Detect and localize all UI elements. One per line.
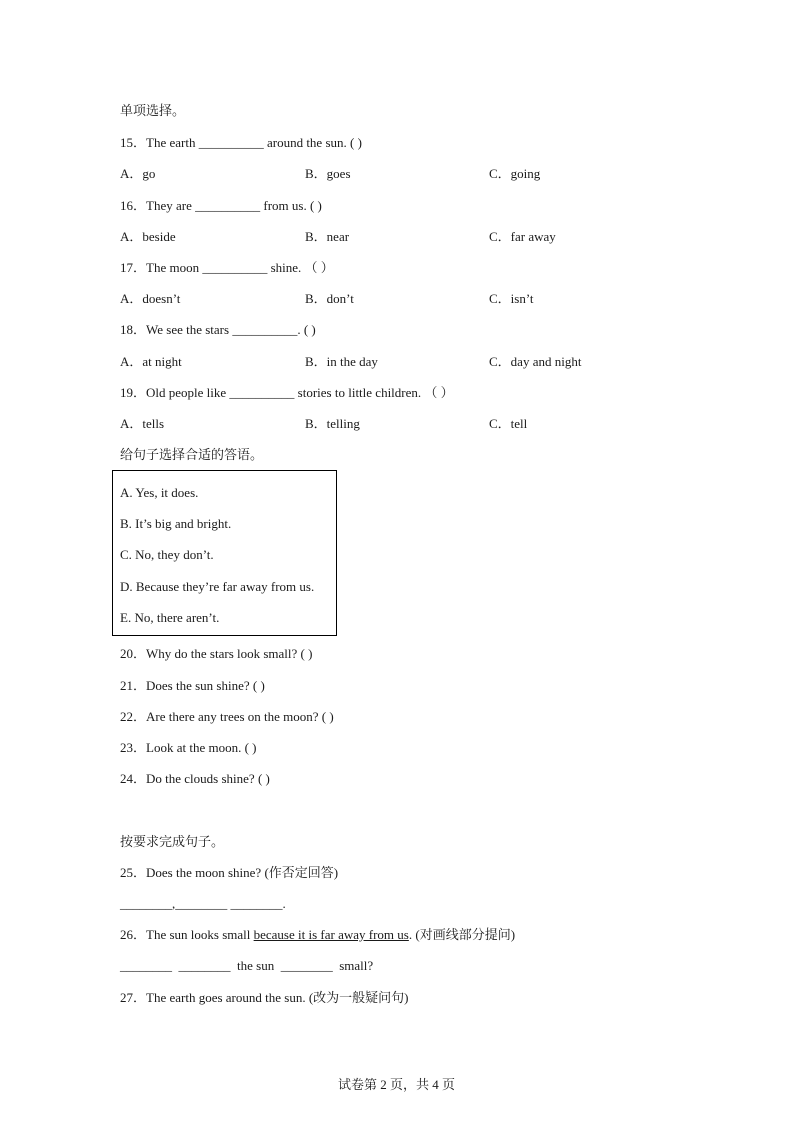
question-18 [120, 322, 316, 338]
option-a[interactable]: A．go [120, 166, 156, 181]
question-number: 15． [120, 135, 147, 150]
question-25 [120, 865, 338, 881]
page-footer: 试卷第 2 页，共 4 页 [337, 1077, 455, 1092]
question-24 [120, 771, 270, 787]
question-number: 25． [120, 865, 147, 880]
question-number: 27． [120, 990, 147, 1005]
question-17 [120, 260, 334, 276]
option-b[interactable]: B．don’t [305, 291, 354, 306]
answer-choice-a: A. Yes, it does. [120, 485, 199, 500]
question-23 [120, 740, 257, 756]
answer-choice-c: C. No, they don’t. [120, 547, 214, 562]
question-text: Does the moon shine? (作否定回答) [146, 865, 339, 880]
question-22 [120, 709, 334, 725]
question-text: The earth goes around the sun. (改为一般疑问句) [146, 990, 409, 1005]
section-header-match: 给句子选择合适的答语。 [120, 447, 264, 462]
question-text-after: . (对画线部分提问) [408, 927, 516, 942]
answer-choice-e: E. No, there aren’t. [120, 610, 220, 625]
question-19 [120, 385, 454, 401]
answer-blank[interactable]: __________ [229, 385, 295, 400]
option-a[interactable]: A．doesn’t [120, 291, 181, 306]
question-text-after: from us. ( ) [260, 198, 322, 213]
answer-blank[interactable]: __________ [195, 198, 261, 213]
question-text[interactable]: Look at the moon. ( ) [146, 740, 257, 755]
question-text-after: . ( ) [297, 322, 316, 337]
question-number: 21． [120, 678, 147, 693]
answer-line-26 [120, 958, 373, 974]
question-text-after: stories to little children. （ ） [294, 385, 454, 400]
question-number: 20． [120, 646, 147, 661]
question-number: 16． [120, 198, 147, 213]
question-text-after: around the sun. ( ) [263, 135, 362, 150]
question-text-before: Old people like [146, 385, 230, 400]
option-a[interactable]: A．beside [120, 229, 176, 244]
question-text[interactable]: Why do the stars look small? ( ) [146, 646, 313, 661]
option-b[interactable]: B．in the day [305, 354, 378, 369]
question-text[interactable]: Are there any trees on the moon? ( ) [146, 709, 334, 724]
answer-blank[interactable]: __________ [202, 260, 268, 275]
option-b[interactable]: B．goes [305, 166, 351, 181]
question-text[interactable]: Does the sun shine? ( ) [146, 678, 265, 693]
answer-fixed-text: the sun [230, 958, 281, 973]
answer-fixed-text: small? [332, 958, 374, 973]
question-text[interactable]: Do the clouds shine? ( ) [146, 771, 270, 786]
option-c[interactable]: C．tell [489, 416, 528, 431]
question-15 [120, 135, 362, 151]
section-header-single-choice: 单项选择。 [120, 103, 186, 118]
question-text-before: The moon [146, 260, 203, 275]
question-number: 18． [120, 322, 147, 337]
option-c[interactable]: C．isn’t [489, 291, 534, 306]
question-26 [120, 927, 515, 943]
option-a[interactable]: A．at night [120, 354, 182, 369]
answer-blank[interactable]: __________ [198, 135, 264, 150]
option-b[interactable]: B．telling [305, 416, 360, 431]
answer-choices-box [112, 470, 337, 636]
answer-blanks[interactable]: ________ ________ [120, 958, 231, 973]
question-27 [120, 990, 409, 1006]
question-text-before: The sun looks small [146, 927, 254, 942]
question-number: 22． [120, 709, 147, 724]
answer-blank[interactable]: ________ [280, 958, 333, 973]
question-number: 24． [120, 771, 147, 786]
question-text-before: The earth [146, 135, 199, 150]
question-number: 19． [120, 385, 147, 400]
question-16 [120, 198, 322, 214]
question-number: 26． [120, 927, 147, 942]
question-text-before: We see the stars [146, 322, 233, 337]
answer-choice-b: B. It’s big and bright. [120, 516, 232, 531]
question-text-after: shine. （ ） [267, 260, 334, 275]
option-c[interactable]: C．day and night [489, 354, 582, 369]
underlined-phrase: because it is far away from us [253, 927, 409, 942]
answer-choice-d: D. Because they’re far away from us. [120, 579, 315, 594]
option-c[interactable]: C．far away [489, 229, 556, 244]
option-a[interactable]: A．tells [120, 416, 165, 431]
option-c[interactable]: C．going [489, 166, 541, 181]
question-21 [120, 678, 265, 694]
question-20 [120, 646, 312, 662]
answer-blank[interactable]: __________ [232, 322, 298, 337]
question-text-before: They are [146, 198, 196, 213]
question-number: 23． [120, 740, 147, 755]
option-b[interactable]: B．near [305, 229, 350, 244]
question-number: 17． [120, 260, 147, 275]
section-header-rewrite: 按要求完成句子。 [120, 834, 225, 849]
answer-line-25[interactable]: ________,________ ________. [120, 896, 286, 911]
